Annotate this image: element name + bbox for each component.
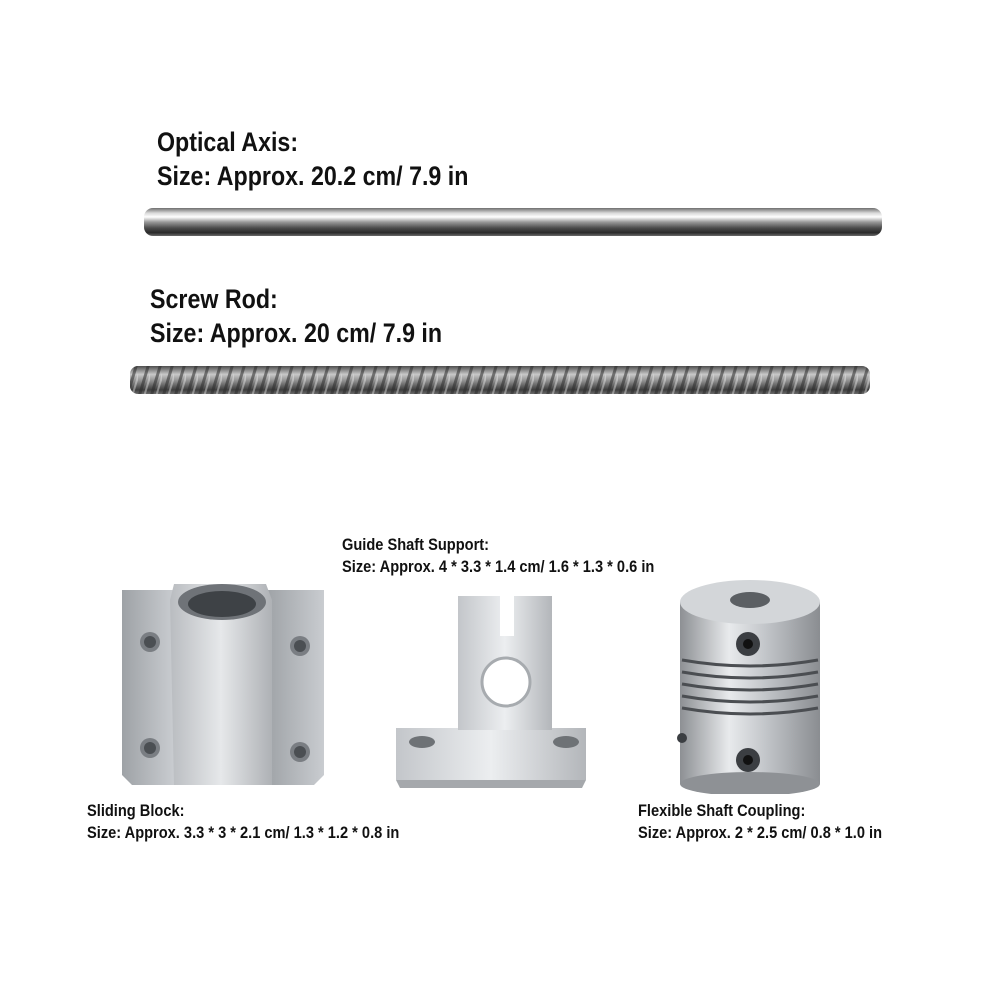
flexible-shaft-coupling-size: Size: Approx. 2 * 2.5 cm/ 0.8 * 1.0 in: [638, 823, 883, 843]
screw-rod-size: Size: Approx. 20 cm/ 7.9 in: [150, 317, 443, 348]
screw-rod-label: [150, 283, 442, 351]
guide-shaft-support-image: [392, 590, 590, 790]
optical-axis-title: Optical Axis:: [157, 127, 299, 157]
screw-rod-title: Screw Rod:: [150, 284, 278, 314]
screw-rod-image: [126, 360, 874, 400]
flexible-shaft-coupling-label: [638, 800, 882, 844]
sliding-block-label: [87, 800, 399, 844]
sliding-block-title: Sliding Block:: [87, 801, 185, 820]
guide-shaft-support-size: Size: Approx. 4 * 3.3 * 1.4 cm/ 1.6 * 1.3 * 0.6 in: [342, 557, 655, 577]
guide-shaft-support-title: Guide Shaft Support:: [342, 535, 490, 554]
optical-axis-rod-image: [140, 204, 885, 240]
sliding-block-image: [110, 580, 330, 790]
sliding-block-size: Size: Approx. 3.3 * 3 * 2.1 cm/ 1.3 * 1.2 * 0.8 in: [87, 823, 400, 843]
flexible-shaft-coupling-title: Flexible Shaft Coupling:: [638, 801, 806, 820]
optical-axis-size: Size: Approx. 20.2 cm/ 7.9 in: [157, 160, 469, 191]
guide-shaft-support-label: [342, 534, 654, 578]
optical-axis-label: [157, 126, 468, 194]
flexible-shaft-coupling-image: [668, 578, 828, 794]
